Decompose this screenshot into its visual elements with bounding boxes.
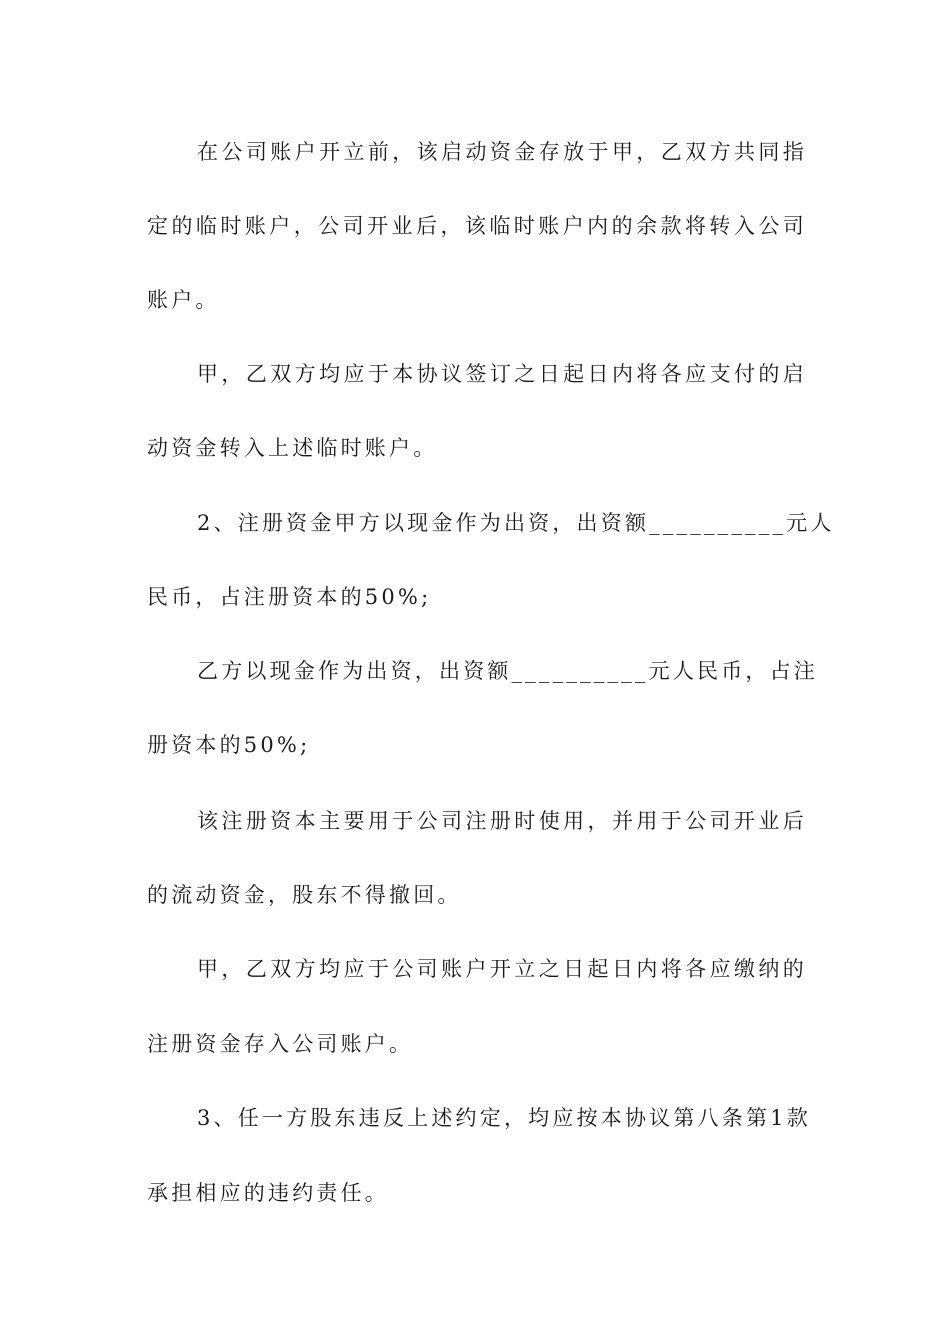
paragraph-line: 民币，占注册资本的50%;	[147, 585, 432, 609]
paragraph-line: 甲，乙双方均应于公司账户开立之日起日内将各应缴纳的	[197, 957, 807, 981]
paragraph-line: 账户。	[147, 288, 220, 312]
paragraph-line: 在公司账户开立前，该启动资金存放于甲，乙双方共同指	[197, 140, 807, 164]
paragraph-line: 承担相应的违约责任。	[147, 1181, 389, 1205]
paragraph-line: 乙方以现金作为出资，出资额__________元人民币，占注	[197, 659, 818, 683]
paragraph-line: 3、任一方股东违反上述约定，均应按本协议第八条第1款	[197, 1106, 811, 1130]
paragraph-line: 甲，乙双方均应于本协议签订之日起日内将各应支付的启	[197, 362, 807, 386]
paragraph-line: 注册资金存入公司账户。	[147, 1032, 414, 1056]
paragraph-line: 的流动资金，股东不得撤回。	[147, 883, 462, 907]
paragraph-line: 该注册资本主要用于公司注册时使用，并用于公司开业后	[197, 809, 807, 833]
paragraph-line: 册资本的50%;	[147, 733, 311, 757]
paragraph-line: 2、注册资金甲方以现金作为出资，出资额__________元人	[197, 511, 835, 535]
paragraph-line: 定的临时账户，公司开业后，该临时账户内的余款将转入公司	[147, 214, 807, 238]
paragraph-line: 动资金转入上述临时账户。	[147, 436, 438, 460]
